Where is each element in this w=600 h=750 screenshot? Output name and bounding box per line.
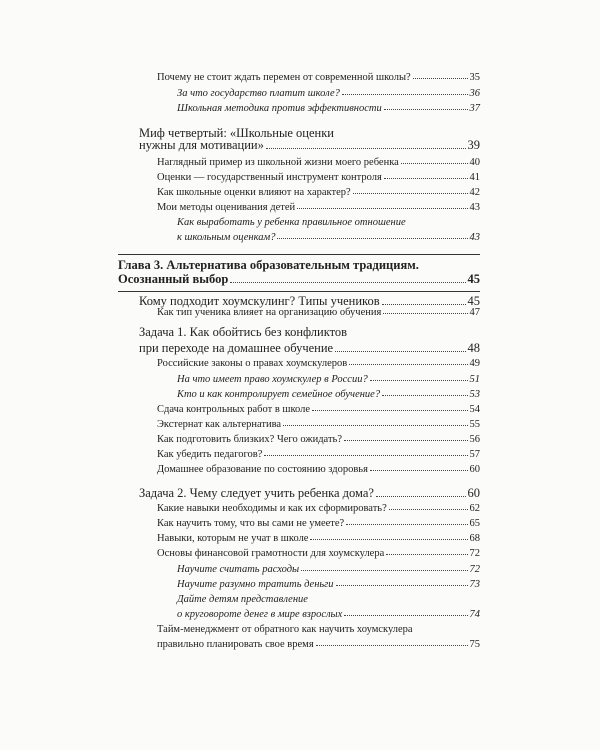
dot-leader	[266, 148, 466, 149]
toc-entry-page: 54	[469, 404, 480, 415]
toc-entry-title: Научите разумно тратить деньги	[177, 579, 334, 590]
dot-leader	[342, 94, 468, 95]
chapter-page: 45	[467, 272, 480, 286]
dot-leader	[264, 455, 467, 456]
toc-entry-page: 65	[469, 518, 480, 529]
toc-entry-title: Кто и как контролирует семейное обучение?	[177, 389, 381, 400]
toc-entry	[157, 434, 480, 445]
toc-entry	[139, 486, 480, 501]
toc-entry-title: Как научить тому, что вы сами не умеете?	[157, 518, 345, 529]
toc-entry-page: 37	[469, 103, 480, 114]
toc-entry-title: Навыки, которым не учат в школе	[157, 533, 309, 544]
toc-entry-title-line: Дайте детям представление	[177, 594, 308, 605]
dot-leader	[335, 351, 465, 352]
toc-entry-title: правильно планировать свое время	[157, 639, 314, 650]
toc-entry-page: 43	[469, 202, 480, 213]
chapter-divider	[118, 291, 480, 292]
dot-leader	[297, 208, 467, 209]
toc-entry-title: Мои методы оценивания детей	[157, 202, 296, 213]
chapter-entry	[118, 272, 480, 287]
toc-entry-title-line: Как выработать у ребенка правильное отношение	[177, 217, 406, 228]
dot-leader	[376, 496, 466, 497]
toc-entry-title: к школьным оценкам?	[177, 232, 276, 243]
dot-leader	[277, 238, 467, 239]
toc-entry-page: 35	[469, 72, 480, 83]
dot-leader	[384, 178, 468, 179]
toc-entry	[157, 533, 480, 544]
toc-entry-page: 68	[469, 533, 480, 544]
toc-entry	[157, 419, 480, 430]
dot-leader	[283, 425, 467, 426]
toc-entry	[157, 72, 480, 83]
toc-entry	[177, 103, 480, 114]
toc-entry-title: Основы финансовой грамотности для хоумскулера	[157, 548, 385, 559]
dot-leader	[384, 109, 468, 110]
toc-entry-title: при переходе на домашнее обучение	[139, 341, 334, 355]
dot-leader	[316, 645, 468, 646]
toc-entry	[157, 202, 480, 213]
toc-entry-title: Как тип ученика влияет на организацию обучения	[157, 307, 382, 318]
dot-leader	[230, 282, 465, 283]
toc-entry-page: 57	[469, 449, 480, 460]
toc-entry	[177, 88, 480, 99]
toc-entry-page: 55	[469, 419, 480, 430]
dot-leader	[386, 554, 467, 555]
toc-entry-page: 75	[469, 639, 480, 650]
toc-entry	[139, 341, 480, 356]
toc-entry-page: 56	[469, 434, 480, 445]
toc-entry-page: 41	[469, 172, 480, 183]
dot-leader	[382, 304, 466, 305]
toc-entry-page: 40	[469, 157, 480, 168]
toc-entry	[157, 518, 480, 529]
chapter-divider	[118, 254, 480, 255]
toc-entry	[157, 187, 480, 198]
toc-entry-page: 53	[469, 389, 480, 400]
toc-entry-page: 42	[469, 187, 480, 198]
toc-entry-page: 45	[467, 294, 480, 308]
toc-entry-page: 72	[469, 548, 480, 559]
dot-leader	[344, 615, 467, 616]
toc-entry-title: Задача 2. Чему следует учить ребенка дома?	[139, 486, 374, 500]
toc-entry-page: 39	[467, 138, 480, 152]
toc-entry-title: Какие навыки необходимы и как их сформировать?	[157, 503, 387, 514]
toc-entry-title: Как убедить педагогов?	[157, 449, 263, 460]
toc-entry	[157, 157, 480, 168]
toc-entry-title: Школьная методика против эффективности	[177, 103, 382, 114]
toc-entry-page: 36	[469, 88, 480, 99]
toc-entry	[157, 639, 480, 650]
dot-leader	[336, 585, 468, 586]
toc-entry-title: Как школьные оценки влияют на характер?	[157, 187, 351, 198]
dot-leader	[383, 313, 467, 314]
toc-entry-title: На что имеет право хоумскулер в России?	[177, 374, 368, 385]
toc-entry	[177, 374, 480, 385]
toc-entry-page: 60	[469, 464, 480, 475]
dot-leader	[401, 163, 468, 164]
toc-entry	[157, 464, 480, 475]
dot-leader	[370, 380, 468, 381]
toc-entry	[157, 307, 480, 318]
toc-entry-page: 74	[469, 609, 480, 620]
chapter-title-line: Глава 3. Альтернатива образовательным традициям.	[118, 258, 419, 272]
toc-entry	[177, 609, 480, 620]
toc-entry-title: о круговороте денег в мире взрослых	[177, 609, 343, 620]
toc-entry-title: Домашнее образование по состоянию здоровья	[157, 464, 368, 475]
toc-entry-title: Наглядный пример из школьной жизни моего ребенка	[157, 157, 399, 168]
toc-entry	[157, 503, 480, 514]
toc-entry-page: 43	[469, 232, 480, 243]
toc-entry-title-line: Задача 1. Как обойтись без конфликтов	[139, 325, 348, 339]
dot-leader	[389, 509, 468, 510]
dot-leader	[413, 78, 468, 79]
toc-entry-title: Оценки — государственный инструмент контроля	[157, 172, 382, 183]
dot-leader	[310, 539, 467, 540]
dot-leader	[370, 470, 468, 471]
toc-entry-page: 51	[469, 374, 480, 385]
toc-entry	[157, 404, 480, 415]
chapter-title: Осознанный выбор	[118, 272, 229, 286]
dot-leader	[301, 570, 467, 571]
toc-entry	[177, 389, 480, 400]
toc-entry	[157, 358, 480, 369]
dot-leader	[353, 193, 468, 194]
toc-entry-page: 72	[469, 564, 480, 575]
toc-entry-page: 60	[467, 486, 480, 500]
toc-entry-page: 73	[469, 579, 480, 590]
dot-leader	[382, 395, 467, 396]
toc-entry-title-line: Миф четвертый: «Школьные оценки	[139, 126, 334, 140]
dot-leader	[346, 524, 467, 525]
toc-entry-page: 62	[469, 503, 480, 514]
toc-entry	[139, 138, 480, 153]
dot-leader	[349, 364, 467, 365]
toc-entry-title: Экстернат как альтернатива	[157, 419, 282, 430]
toc-entry-title: нужны для мотивации»	[139, 138, 264, 152]
toc-entry-page: 48	[467, 341, 480, 355]
toc-entry-title: Российские законы о правах хоумскулеров	[157, 358, 348, 369]
toc-entry	[157, 449, 480, 460]
toc-entry-title: За что государство платит школе?	[177, 88, 340, 99]
toc-entry	[177, 564, 480, 575]
dot-leader	[312, 410, 467, 411]
toc-entry	[157, 172, 480, 183]
toc-entry	[177, 232, 480, 243]
toc-entry-title: Научите считать расходы	[177, 564, 300, 575]
toc-entry-title: Кому подходит хоумскулинг? Типы учеников	[139, 294, 380, 308]
toc-entry-page: 49	[469, 358, 480, 369]
toc-entry-title: Сдача контрольных работ в школе	[157, 404, 311, 415]
toc-entry-title: Почему не стоит ждать перемен от современной школы?	[157, 72, 411, 83]
toc-entry-page: 47	[469, 307, 480, 318]
toc-entry	[157, 548, 480, 559]
toc-entry-title: Как подготовить близких? Чего ожидать?	[157, 434, 342, 445]
toc-entry-title-line: Тайм-менеджмент от обратного как научить хоумскулера	[157, 624, 413, 635]
toc-entry	[177, 579, 480, 590]
dot-leader	[344, 440, 468, 441]
